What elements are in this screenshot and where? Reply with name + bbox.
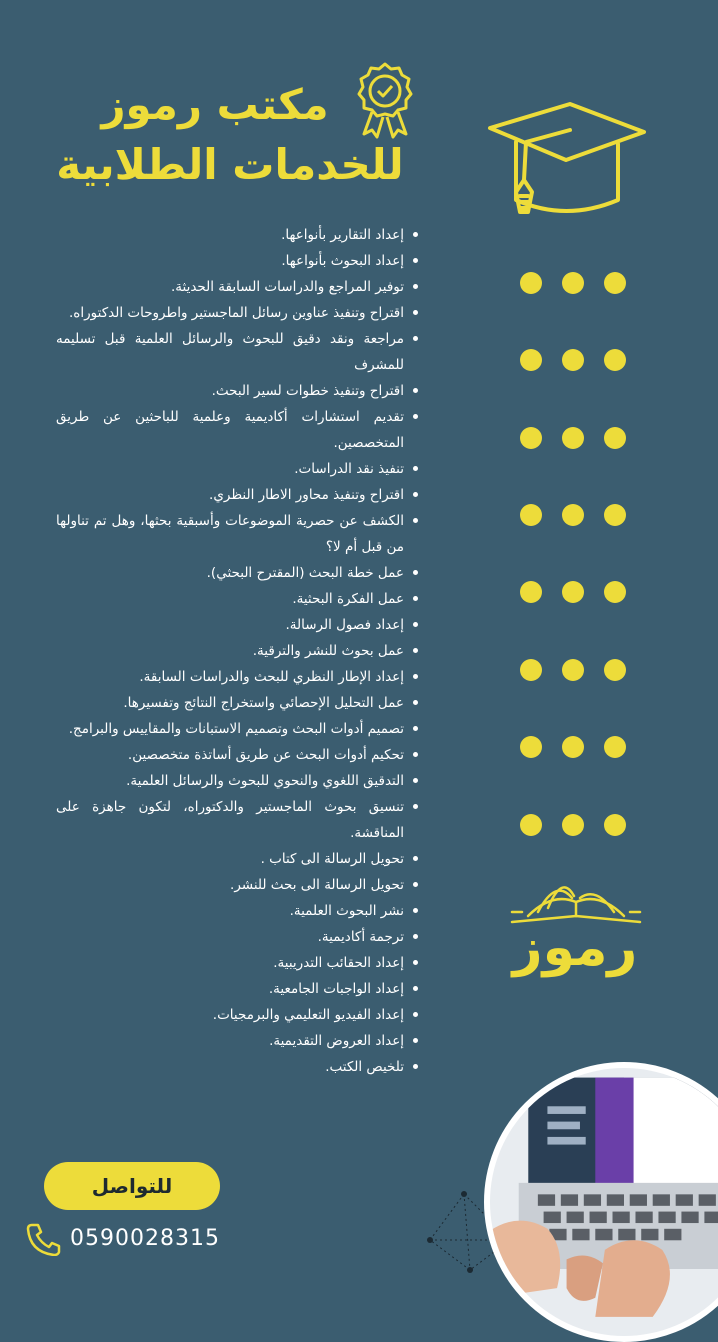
- service-item: تقديم استشارات أكاديمية وعلمية للباحثين عن طريق المتخصصين.: [56, 404, 404, 456]
- service-item: إعداد الواجبات الجامعية.: [56, 976, 404, 1002]
- service-item: التدقيق اللغوي والنحوي للبحوث والرسائل العلمية.: [56, 768, 404, 794]
- service-item: إعداد التقارير بأنواعها.: [56, 222, 404, 248]
- decorative-dots: [520, 349, 626, 371]
- page-subtitle: للخدمات الطلابية: [56, 140, 404, 189]
- service-item: تلخيص الكتب.: [56, 1054, 404, 1080]
- logo: رموز: [512, 918, 638, 978]
- service-item: اقتراح وتنفيذ محاور الاطار النظري.: [56, 482, 404, 508]
- service-item: عمل خطة البحث (المقترح البحثي).: [56, 560, 404, 586]
- service-item: الكشف عن حصرية الموضوعات وأسبقية بحثها، وهل تم تناولها من قبل أم لا؟: [56, 508, 404, 560]
- service-item: إعداد الفيديو التعليمي والبرمجيات.: [56, 1002, 404, 1028]
- service-item: إعداد العروض التقديمية.: [56, 1028, 404, 1054]
- service-item: اقتراح وتنفيذ خطوات لسير البحث.: [56, 378, 404, 404]
- decorative-dots: [520, 427, 626, 449]
- service-item: إعداد الإطار النظري للبحث والدراسات السابقة.: [56, 664, 404, 690]
- page-title: مكتب رموز: [101, 80, 329, 129]
- service-item: تحكيم أدوات البحث عن طريق أساتذة متخصصين.: [56, 742, 404, 768]
- service-item: عمل الفكرة البحثية.: [56, 586, 404, 612]
- laptop-photo: [484, 1062, 718, 1342]
- service-item: تنسيق بحوث الماجستير والدكتوراه، لتكون جاهزة على المناقشة.: [56, 794, 404, 846]
- service-item: إعداد الحقائب التدريبية.: [56, 950, 404, 976]
- service-item: اقتراح وتنفيذ عناوين رسائل الماجستير واطروحات الدكتوراه.: [56, 300, 404, 326]
- service-item: إعداد البحوث بأنواعها.: [56, 248, 404, 274]
- service-item: إعداد فصول الرسالة.: [56, 612, 404, 638]
- services-list: [56, 222, 422, 1080]
- service-item: عمل التحليل الإحصائي واستخراج النتائج وتفسيرها.: [56, 690, 404, 716]
- decorative-dots: [520, 736, 626, 758]
- decorative-dots: [520, 659, 626, 681]
- award-badge-icon: [356, 62, 414, 140]
- service-item: ترجمة أكاديمية.: [56, 924, 404, 950]
- contact-button[interactable]: للتواصل: [44, 1162, 220, 1210]
- decorative-dots: [520, 814, 626, 836]
- graduation-cap-icon: [486, 100, 648, 220]
- service-item: مراجعة ونقد دقيق للبحوث والرسائل العلمية قبل تسليمه للمشرف: [56, 326, 404, 378]
- phone-number[interactable]: 0590028315: [70, 1226, 220, 1251]
- service-item: تحويل الرسالة الى كتاب .: [56, 846, 404, 872]
- service-item: تحويل الرسالة الى بحث للنشر.: [56, 872, 404, 898]
- service-item: تنفيذ نقد الدراسات.: [56, 456, 404, 482]
- service-item: نشر البحوث العلمية.: [56, 898, 404, 924]
- decorative-dots: [520, 581, 626, 603]
- decorative-dots: [520, 504, 626, 526]
- service-item: عمل بحوث للنشر والترقية.: [56, 638, 404, 664]
- service-item: توفير المراجع والدراسات السابقة الحديثة.: [56, 274, 404, 300]
- service-item: تصميم أدوات البحث وتصميم الاستبانات والمقاييس والبرامج.: [56, 716, 404, 742]
- decorative-dots: [520, 272, 626, 294]
- phone-icon: [24, 1222, 64, 1256]
